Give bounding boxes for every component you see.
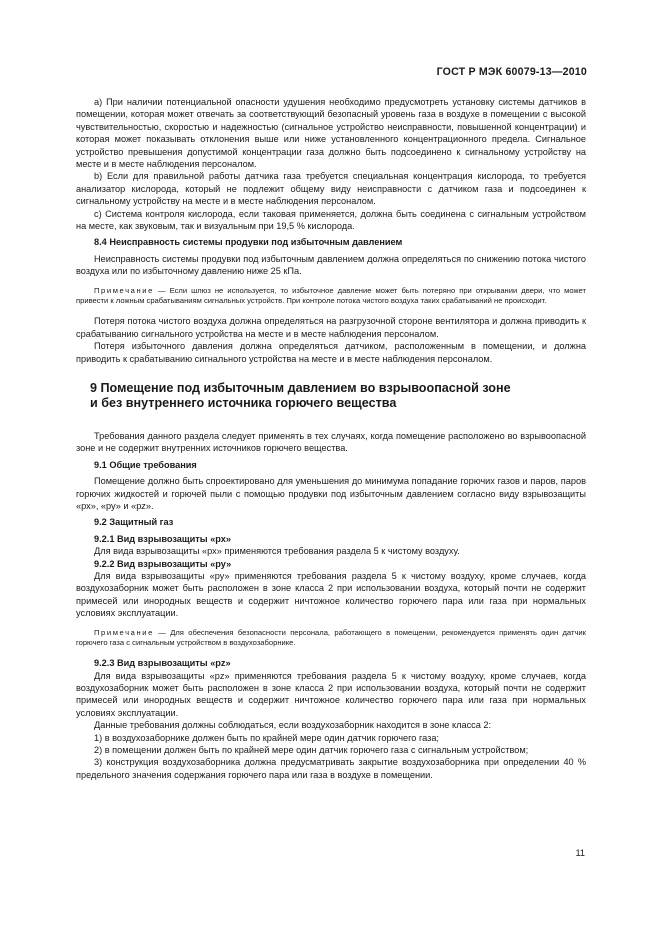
paragraph-a: а) При наличии потенциальной опасности удушения необходимо предусмотреть установку системы датчиков в помещении, которая может отвечать за соответствующий безопасный уровень газа в воздухе в помещении с высокой чувствительностью, скоростью и надежностью (сигнальное устройство неисправности, повышенной концентрации) и которая может показывать отклонения выше или ниже установленного концентрационного предела. Сигнальное устройство превышения допустимой концентрации газа должно быть подсоединено к сигнальному устройству на месте и в месте наблюдения персоналом. bbox=[76, 97, 586, 170]
section-9-2-2-text: Для вида взрывозащиты «ру» применяются требования раздела 5 к чистому воздуху, кроме случаев, когда воздухозаборник может быть расположен в зоне класса 2 при использовании воздуха, который почти не содержит примесей или инородных веществ и содержит ничтожное количество горючего пара или газа при нормальных условиях эксплуатации. bbox=[76, 570, 586, 619]
section-9-1-text: Помещение должно быть спроектировано для уменьшения до минимума попадание горючих газов и паров, паров горючих жидкостей и горючей пыли с помощью продувки под избыточным давлением согласно виду взрывозащиты «рх», «ру» и «pz». bbox=[76, 476, 586, 511]
document-header: ГОСТ Р МЭК 60079-13—2010 bbox=[436, 66, 587, 78]
section-8-4-paragraph-3: Потеря избыточного давления должна определяться датчиком, расположенным в помещении, и должна приводить к срабатыванию сигнального устройства на месте и в месте наблюдения персоналом. bbox=[76, 341, 586, 364]
page-body bbox=[76, 96, 586, 781]
list-item-1: 1) в воздухозаборнике должен быть по крайней мере один датчик горючего газа; bbox=[94, 732, 439, 743]
note-text: — Для обеспечения безопасности персонала, работающего в помещении, рекомендуется применять один датчик горючего газа с сигнальным устройством в воздухозаборнике. bbox=[76, 627, 586, 648]
section-8-4-paragraph-1: Неисправность системы продувки под избыточным давлением должна определяться по снижению потока чистого воздуха или по избыточному давлению ниже 25 кПа. bbox=[76, 253, 586, 277]
section-9-2-title: 9.2 Защитный газ bbox=[94, 517, 174, 528]
section-9-2-2-title: 9.2.2 Вид взрывозащиты «ру» bbox=[94, 558, 232, 569]
section-9-2-1-title: 9.2.1 Вид взрывозащиты «рх» bbox=[94, 533, 232, 544]
section-9-1-title: 9.1 Общие требования bbox=[94, 459, 197, 470]
section-9-heading-line-2: и без внутреннего источника горючего вещества bbox=[90, 396, 397, 411]
section-8-4-paragraph-2: Потеря потока чистого воздуха должна определяться на разгрузочной стороне вентилятора и должна приводить к срабатыванию сигнального устройства на месте и в месте наблюдения персоналом. bbox=[76, 316, 586, 339]
note-label: Примечание bbox=[94, 285, 154, 295]
paragraph-c: с) Система контроля кислорода, если таковая применяется, должна быть соединена с сигнальным устройством на месте, как звуковым, так и визуальным при 19,5 % кислорода. bbox=[76, 208, 586, 232]
paragraph-b: b) Если для правильной работы датчика газа требуется специальная концентрация кислорода, то требуется анализатор кислорода, который не подлежит общему виду неисправности с датчиком газа и подсоединен к сигнальному устройству на месте и в месте наблюдения персоналом. bbox=[76, 171, 586, 207]
note-label: Примечание bbox=[94, 627, 154, 637]
section-9-heading-line-1: 9 Помещение под избыточным давлением во взрывоопасной зоне bbox=[90, 380, 511, 395]
section-9-2-3-text: Для вида взрывозащиты «pz» применяются требования раздела 5 к чистому воздуху, кроме случаев, когда воздухозаборник может быть расположен в зоне класса 2 при использовании воздуха, который почти не содержит примесей или инородных веществ и содержит ничтожное количество горючего пара или газа при нормальных условиях эксплуатации. bbox=[76, 670, 586, 718]
section-9-intro: Требования данного раздела следует применять в тех случаях, когда помещение расположено во взрывоопасной зоне и не содержит внутренних источников горючего вещества. bbox=[76, 430, 586, 454]
list-item-3: 3) конструкция воздухозаборника должна предусматривать закрытие воздухозаборника при определении 40 % предельного значения содержания горючего пара или газа в воздухе в помещении. bbox=[76, 757, 586, 780]
page-number: 11 bbox=[575, 848, 585, 858]
list-item-2: 2) в помещении должен быть по крайней мере один датчик горючего газа с сигнальным устройством; bbox=[94, 745, 529, 756]
section-9-2-3-title: 9.2.3 Вид взрывозащиты «pz» bbox=[94, 658, 231, 669]
section-9-2-1-text: Для вида взрывозащиты «рх» применяются требования раздела 5 к чистому воздуху. bbox=[94, 546, 460, 557]
section-8-4-title: 8.4 Неисправность системы продувки под избыточным давлением bbox=[94, 237, 403, 248]
note-8-4 bbox=[76, 286, 586, 308]
section-9-2-3-conditions: Данные требования должны соблюдаться, если воздухозаборник находится в зоне класса 2: bbox=[94, 720, 492, 731]
note-text: — Если шлюз не используется, то избыточное давление может быть потеряно при открывании двери, что может привести к ложным срабатываниям сигнальных устройств. При контроле потока чистого воздуха таких срабатываний не происходит. bbox=[76, 285, 586, 306]
section-9-heading bbox=[76, 381, 586, 412]
note-9-2-2 bbox=[76, 628, 586, 650]
